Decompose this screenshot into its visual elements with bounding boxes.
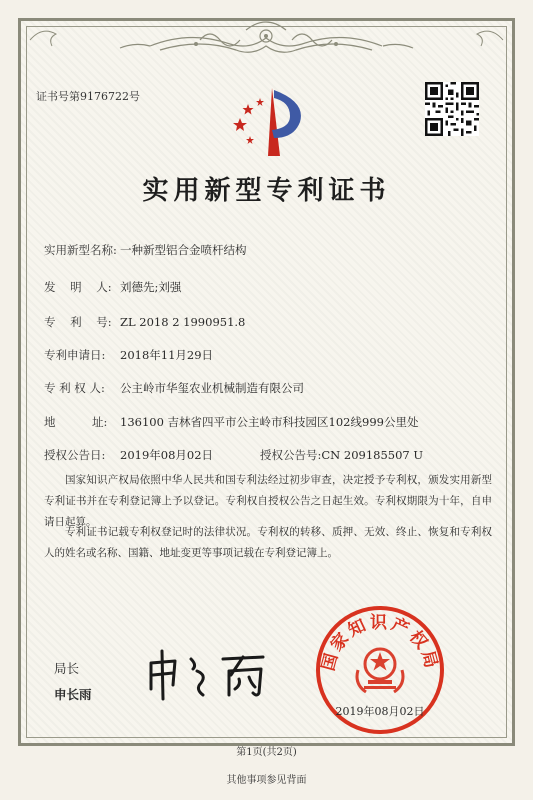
field-label: 实用新型名称: — [44, 243, 117, 257]
director-signature-icon — [145, 645, 275, 705]
field-inventor — [44, 279, 181, 295]
director-title: 局长 — [54, 661, 80, 676]
field-label: 发 明 人: — [44, 280, 112, 294]
field-value: ZL 2018 2 1990951.8 — [120, 315, 246, 329]
field-value: 2018年11月29日 — [120, 348, 214, 362]
field-patentee — [44, 380, 304, 396]
field-value: 一种新型铝合金喷杆结构 — [120, 243, 247, 257]
field-extra-label: 授权公告号: — [260, 448, 322, 462]
field-application-date — [44, 347, 213, 363]
field-value: 2019年08月02日 — [120, 448, 214, 462]
official-seal-icon — [310, 600, 450, 740]
field-label: 专 利 号: — [44, 315, 112, 329]
page-number: 第1页(共2页) — [236, 747, 297, 758]
field-label: 地 址: — [44, 415, 108, 429]
field-label: 专利申请日: — [44, 348, 106, 362]
field-value: 公主岭市华玺农业机械制造有限公司 — [120, 381, 304, 395]
grant-statement-paragraph: 国家知识产权局依照中华人民共和国专利法经过初步审查，决定授予专利权，颁发实用新型专利证书并在专利登记簿上予以登记。专利权自授权公告之日起生效。专利权期限为十年，自申请日起算。 — [44, 474, 492, 528]
field-patent-number — [44, 314, 245, 330]
field-value: 刘德先;刘强 — [120, 280, 182, 294]
legal-status-paragraph: 专利证书记载专利权登记时的法律状况。专利权的转移、质押、无效、终止、恢复和专利权人的姓名或名称、国籍、地址变更等事项记载在专利登记簿上。 — [44, 526, 492, 559]
field-utility-model-name — [44, 242, 247, 258]
certificate-number: 证书号第9176722号 — [36, 90, 140, 103]
patent-office-logo-icon — [228, 82, 308, 162]
field-label: 专 利 权 人: — [44, 381, 105, 395]
qr-code-icon — [425, 82, 479, 136]
field-grant-announcement — [44, 447, 423, 463]
director-name: 申长雨 — [54, 687, 92, 702]
seal-date: 2019年08月02日 — [335, 705, 425, 718]
field-label: 授权公告日: — [44, 448, 106, 462]
seal-text: 国家知识产权局 — [318, 613, 442, 673]
top-ornament-icon — [0, 0, 533, 80]
footer-note: 其他事项参见背面 — [226, 775, 307, 786]
field-value: 136100 吉林省四平市公主岭市科技园区102线999公里处 — [120, 415, 419, 429]
field-address — [44, 414, 418, 430]
field-extra-value: CN 209185507 U — [321, 448, 424, 462]
certificate-title: 实用新型专利证书 — [142, 176, 391, 206]
